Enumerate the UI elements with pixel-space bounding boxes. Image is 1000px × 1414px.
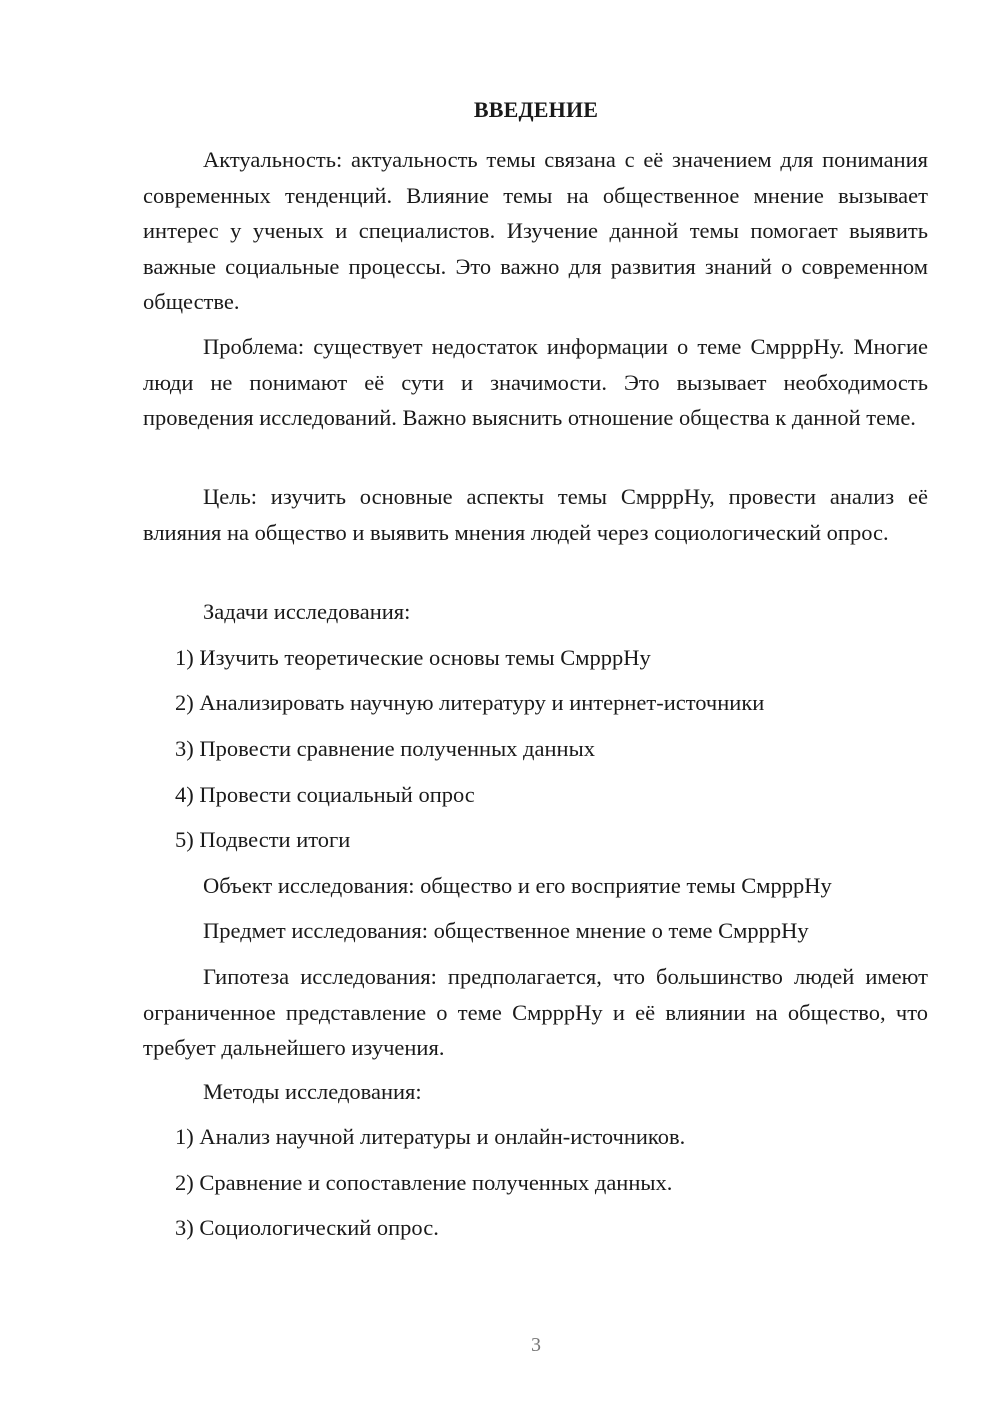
hypothesis-paragraph: Гипотеза исследования: предполагается, что большинство людей имеют ограниченное представление о теме СмрррНу и её влиянии на общество, что требует дальнейшего изучения. [143,964,928,1060]
goal-paragraph: Цель: изучить основные аспекты темы СмрррНу, провести анализ её влияния на общество и выявить мнения людей через социологический опрос. [143,484,928,545]
object-line: Объект исследования: общество и его восприятие темы СмрррНу [203,873,832,898]
problem-paragraph: Проблема: существует недостаток информации о теме СмрррНу. Многие люди не понимают её сути и значимости. Это вызывает необходимость проведения исследований. Важно выяснить отношение общества к данной теме. [143,334,928,430]
tasks-heading: Задачи исследования: [203,599,411,624]
task-item: 4) Провести социальный опрос [175,782,475,807]
methods-heading: Методы исследования: [203,1079,422,1104]
task-item: 2) Анализировать научную литературу и интернет-источники [175,690,765,715]
task-item: 5) Подвести итоги [175,827,351,852]
method-item: 2) Сравнение и сопоставление полученных данных. [175,1170,673,1195]
section-title: ВВЕДЕНИЕ [473,97,599,122]
method-item: 1) Анализ научной литературы и онлайн-источников. [175,1124,686,1149]
task-item: 1) Изучить теоретические основы темы СмрррНу [175,645,651,670]
page-number: 3 [531,1334,541,1356]
method-item: 3) Социологический опрос. [175,1215,439,1240]
task-item: 3) Провести сравнение полученных данных [175,736,595,761]
relevance-paragraph: Актуальность: актуальность темы связана с её значением для понимания современных тенденций. Влияние темы на общественное мнение вызывает интерес у ученых и специалистов. Изучение данной темы помогает выявить важные социальные процессы. Это важно для развития знаний о современном обществе. [143,147,928,314]
subject-line: Предмет исследования: общественное мнение о теме СмрррНу [203,918,809,943]
